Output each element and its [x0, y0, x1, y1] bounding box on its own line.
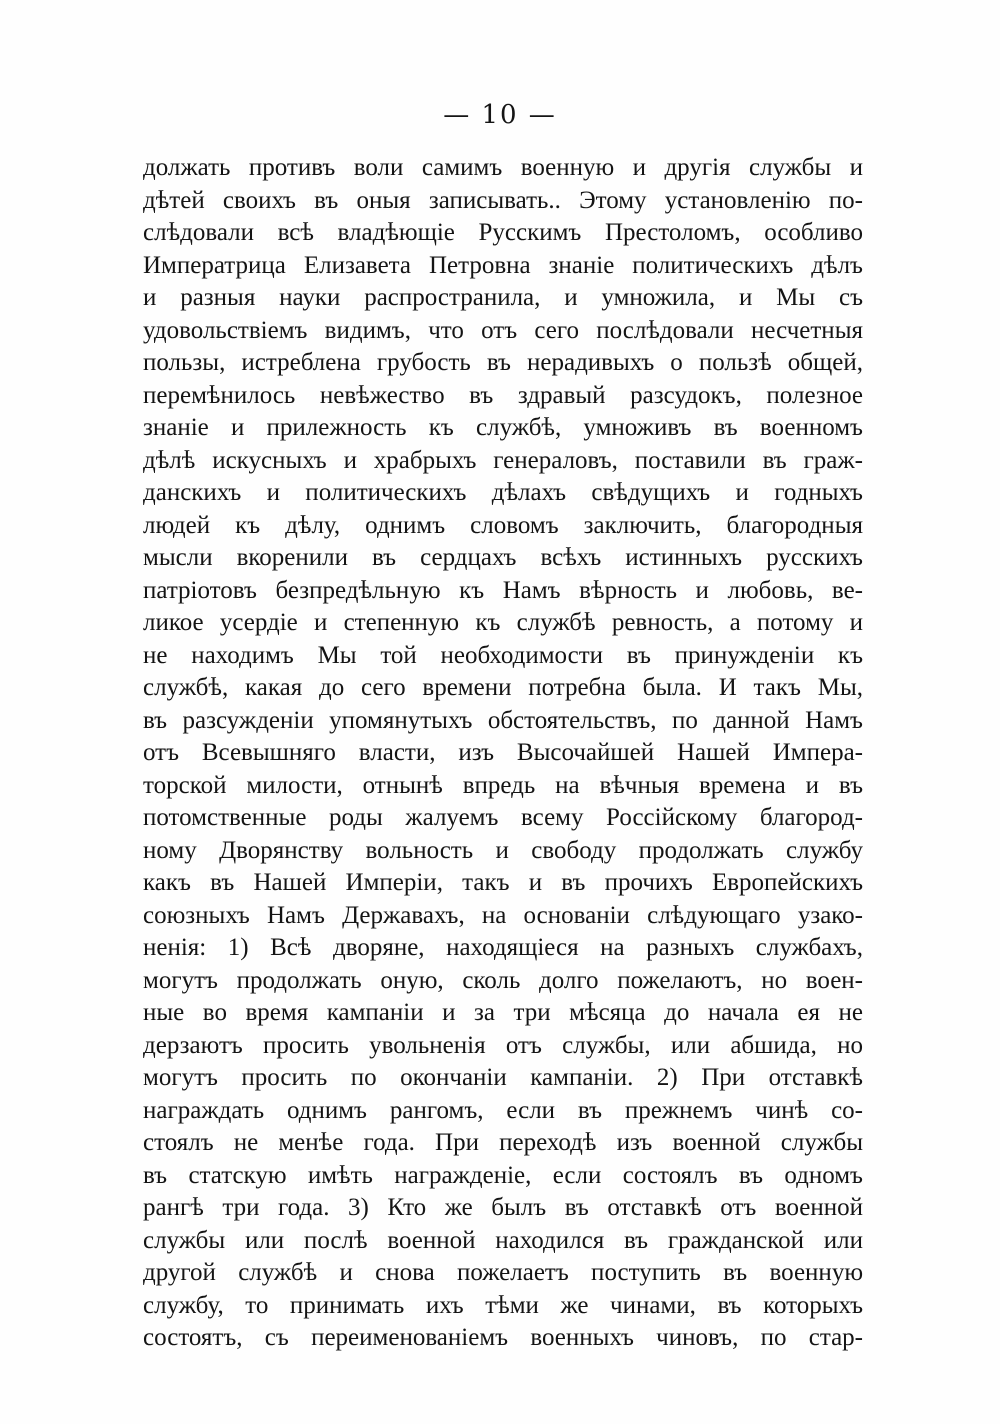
text-line: какъ въ Нашей Имперіи, такъ и въ прочихъ Европейскихъ [143, 869, 863, 896]
text-line: дерзаютъ просить увольненія отъ службы, или абшида, но [143, 1031, 863, 1059]
text-line: награждать однимъ рангомъ, если въ прежнемъ чинѣ со- [143, 1096, 863, 1124]
text-line: службѣ, какая до сего времени потребна была. И такъ Мы, [143, 674, 863, 701]
text-line: мысли вкоренили въ сердцахъ всѣхъ истинныхъ русскихъ [143, 544, 863, 571]
text-line: могутъ продолжать оную, сколь долго пожелаютъ, но воен- [143, 966, 863, 994]
text-line: ные во время кампаніи и за три мѣсяца до начала ея не [143, 999, 863, 1026]
text-line: пользы, истреблена грубость въ нерадивыхъ о пользѣ общей, [143, 349, 863, 376]
body-text [143, 152, 863, 1355]
text-line: отъ Всевышняго власти, изъ Высочайшей Нашей Импера- [143, 739, 863, 766]
text-line: данскихъ и политическихъ дѣлахъ свѣдущихъ и годныхъ [143, 479, 863, 506]
text-line: людей къ дѣлу, однимъ словомъ заключить, благородныя [143, 511, 863, 539]
text-line: союзныхъ Намъ Державахъ, на основаніи слѣдующаго узако- [143, 901, 863, 929]
text-line: рангѣ три года. 3) Кто же былъ въ отставкѣ отъ военной [143, 1194, 863, 1221]
text-line: въ статскую имѣть награжденіе, если состоялъ въ одномъ [143, 1161, 863, 1189]
text-line: дѣтей своихъ въ оныя записывать.. Этому установленію по- [143, 186, 863, 214]
text-line: торской милости, отнынѣ впредь на вѣчныя времена и въ [143, 771, 863, 799]
text-line: знаніе и прилежность къ службѣ, умноживъ въ военномъ [143, 414, 863, 441]
text-line: другой службѣ и снова пожелаетъ поступить въ военную [143, 1259, 863, 1286]
text-line: перемѣнилось невѣжество въ здравый разсудокъ, полезное [143, 381, 863, 409]
text-line: состоятъ, съ переименованіемъ военныхъ чиновъ, по стар- [143, 1324, 863, 1351]
text-line: слѣдовали всѣ владѣющіе Русскимъ Престоломъ, особливо [143, 219, 863, 246]
text-line: удовольствіемъ видимъ, что отъ сего послѣдовали несчетныя [143, 316, 863, 344]
page-number: — 10 — [443, 100, 557, 130]
text-line: стоялъ не менѣе года. При переходѣ изъ военной службы [143, 1129, 863, 1156]
text-line: службу, то принимать ихъ тѣми же чинами, въ которыхъ [143, 1291, 863, 1319]
text-line: не находимъ Мы той необходимости въ принужденіи къ [143, 641, 863, 669]
text-line: потомственные роды жалуемъ всему Россійскому благород- [143, 804, 863, 831]
text-line: патріотовъ безпредѣльную къ Намъ вѣрность и любовь, ве- [143, 576, 863, 604]
text-line: и разныя науки распространила, и умножила, и Мы съ [143, 284, 863, 311]
text-line: ликое усердіе и степенную къ службѣ ревность, а потому и [143, 609, 863, 636]
text-line: въ разсужденіи упомянутыхъ обстоятельствъ, по данной Намъ [143, 706, 863, 734]
text-line: дѣлѣ искусныхъ и храбрыхъ генераловъ, поставили въ граж- [143, 446, 863, 474]
text-line: должать противъ воли самимъ военную и другія службы и [143, 154, 863, 181]
text-line: ненія: 1) Всѣ дворяне, находящіеся на разныхъ службахъ, [143, 934, 863, 961]
text-line: службы или послѣ военной находился въ гражданской или [143, 1226, 863, 1254]
text-line: могутъ просить по окончаніи кампаніи. 2) При отставкѣ [143, 1064, 863, 1091]
text-line: Императрица Елизавета Петровна знаніе политическихъ дѣлъ [143, 251, 863, 279]
text-line: ному Дворянству вольность и свободу продолжать службу [143, 836, 863, 864]
